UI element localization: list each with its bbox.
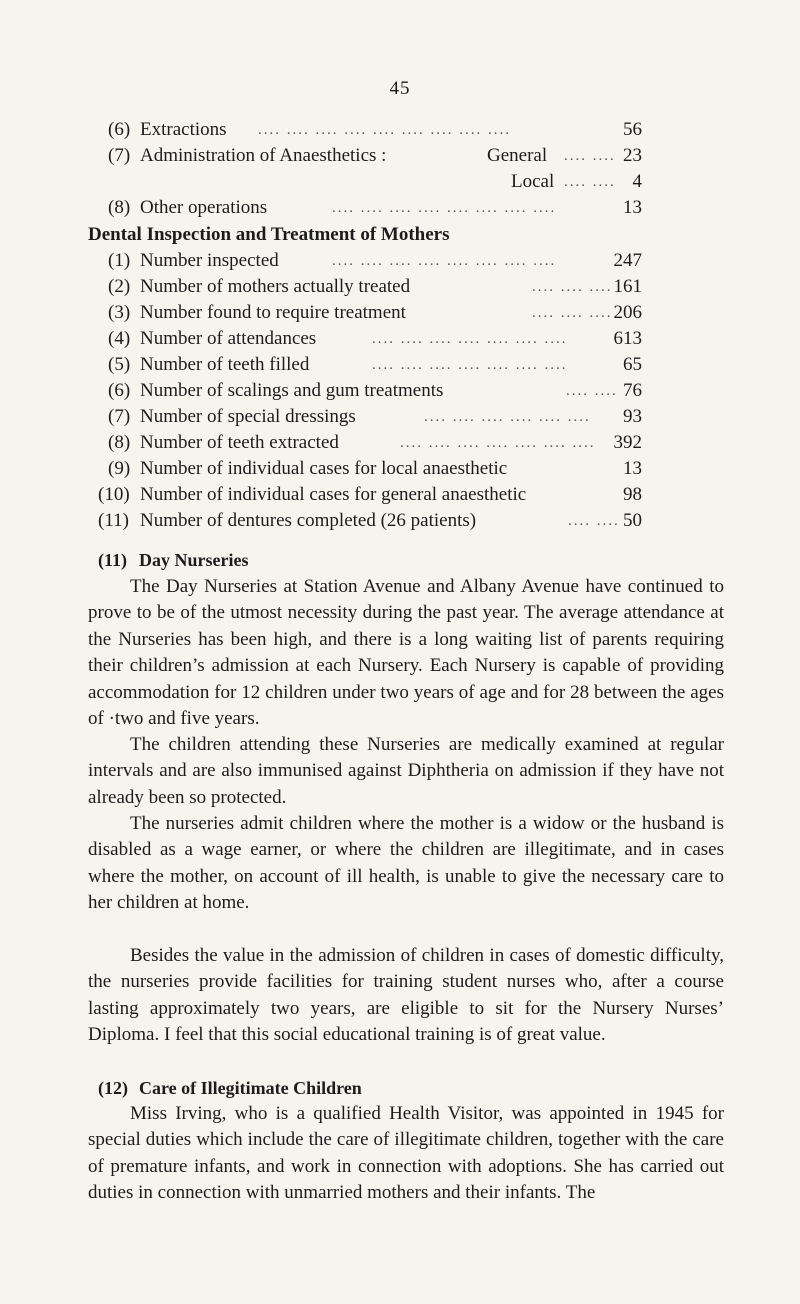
leader-dots: .... .... .... .... .... .... .... .... .... [258,122,511,138]
item-value: 161 [613,276,642,297]
item-number: (9) [108,458,131,479]
list-item [0,143,800,169]
item-value: 56 [623,119,642,140]
item-value: 98 [623,484,642,505]
item-number: (3) [108,302,131,323]
item-number: (4) [108,328,131,349]
list-item [0,195,800,221]
item-number: (2) [108,276,131,297]
item-number: (1) [108,250,131,271]
item-number: (6) [108,380,131,401]
section-number: (12) [98,1078,128,1098]
item-number: (7) [108,145,131,166]
leader-dots: .... .... .... .... .... .... .... [372,357,568,373]
item-sublabel: Local [511,171,555,192]
leader-dots: .... .... [566,383,618,399]
item-number: (8) [108,432,131,453]
page-number: 45 [389,78,411,99]
list-item [0,482,800,508]
item-number: (7) [108,406,131,427]
item-label: Number inspected [140,250,279,271]
item-value: 613 [613,328,642,349]
paragraph: The nurseries admit children where the mother is a widow or the husband is disabled as a wage earner, or where the children are illegitimate, and in cases where the mother, on account of ill health, is unable to give the necessary care to her children at home. [88,813,724,914]
list-item [0,508,800,534]
item-sublabel: General [487,145,548,166]
section-title: Day Nurseries [139,550,249,570]
item-number: (11) [98,510,129,531]
item-value: 392 [613,432,642,453]
list-item [0,326,800,352]
leader-dots: .... .... [568,513,620,529]
list-item [0,352,800,378]
list-item [0,404,800,430]
list-item [0,456,800,482]
paragraph: Miss Irving, who is a qualified Health Visitor, was appointed in 1945 for special duties which include the care of illegitimate children, together with the care of premature infants, and work in connection with adoptions. She has carried out duties in connection with unmarried mothers and their infants. The [88,1103,724,1204]
list-item [0,117,800,143]
item-value: 4 [632,171,642,192]
leader-dots: .... .... [564,174,616,190]
leader-dots: .... .... .... .... .... .... .... [400,435,596,451]
item-label: Number of teeth filled [140,354,310,375]
item-value: 247 [613,250,642,271]
item-label: Number found to require treatment [140,302,406,323]
list-item [0,274,800,300]
item-value: 76 [623,380,642,401]
item-label: Number of attendances [140,328,317,349]
item-label: Administration of Anaesthetics : [140,145,387,166]
item-number: (5) [108,354,131,375]
item-label: Number of individual cases for local anaesthetic [140,458,508,479]
leader-dots: .... .... .... .... .... .... [424,409,591,425]
leader-dots: .... .... [564,148,616,164]
leader-dots: .... .... .... .... .... .... .... .... [332,200,557,216]
item-label: Number of dentures completed (26 patients) [140,510,477,531]
item-value: 13 [623,197,642,218]
item-value: 65 [623,354,642,375]
leader-dots: .... .... .... .... .... .... .... .... [332,253,557,269]
list-item [0,169,800,195]
item-value: 206 [613,302,642,323]
list-item [0,248,800,274]
item-label: Other operations [140,197,268,218]
item-value: 50 [623,510,642,531]
item-label: Number of special dressings [140,406,356,427]
item-label: Number of teeth extracted [140,432,339,453]
paragraph: The Day Nurseries at Station Avenue and Albany Avenue have continued to prove to be of the utmost necessity during the past year. The average attendance at the Nurseries has been high, and there is a long waiting list of parents requiring their children’s admission at each Nursery. Each Nursery is capable of providing accommodation for 12 children under two years of age and for 28 between the ages of ·two and five years. [88,576,724,730]
item-value: 13 [623,458,642,479]
leader-dots: .... .... .... .... .... .... .... [372,331,568,347]
leader-dots: .... .... .... [532,279,613,295]
paragraph: Besides the value in the admission of children in cases of domestic difficulty, the nurseries provide facilities for training student nurses who, after a course lasting approximately two years, are eligible to sit for the Nursery Nurses’ Diploma. I feel that this social educational training is of great value. [88,945,724,1046]
item-number: (8) [108,197,131,218]
paragraph: The children attending these Nurseries are medically examined at regular intervals and are also immunised against Diphtheria on admission if they have not already been so protected. [88,734,724,808]
item-value: 23 [623,145,642,166]
item-label: Number of scalings and gum treatments [140,380,444,401]
item-label: Extractions [140,119,227,140]
item-label: Number of individual cases for general anaesthetic [140,484,527,505]
section-title: Care of Illegitimate Children [139,1078,362,1098]
item-label: Number of mothers actually treated [140,276,411,297]
list-item [0,300,800,326]
list-item [0,378,800,404]
section-number: (11) [98,550,127,570]
item-value: 93 [623,406,642,427]
section-title: Dental Inspection and Treatment of Mothers [88,224,450,245]
item-number: (10) [98,484,130,505]
leader-dots: .... .... .... [532,305,613,321]
item-number: (6) [108,119,131,140]
list-item [0,430,800,456]
